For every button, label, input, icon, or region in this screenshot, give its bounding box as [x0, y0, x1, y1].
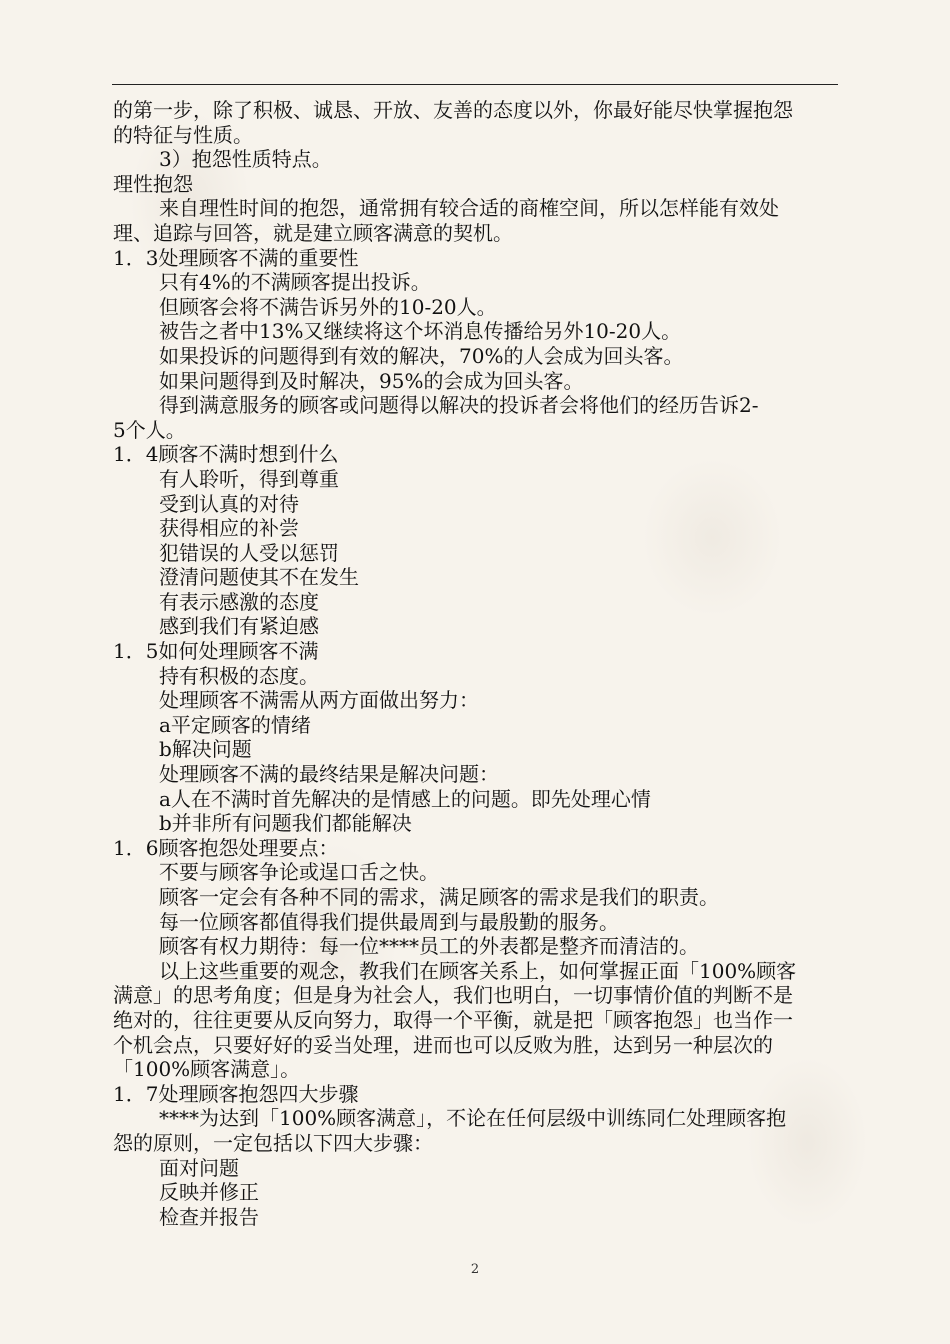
text-line: 但顾客会将不满告诉另外的10-20人。 [159, 294, 497, 319]
text-line: 处理顾客不满的最终结果是解决问题： [159, 762, 499, 787]
page-number: 2 [470, 1262, 480, 1277]
header-rule [112, 84, 838, 85]
text-line: 有表示感激的态度 [159, 589, 319, 614]
text-line: 澄清问题使其不在发生 [159, 565, 359, 590]
text-line: 顾客一定会有各种不同的需求，满足顾客的需求是我们的职责。 [159, 885, 719, 909]
text-line: 感到我们有紧迫感 [159, 614, 319, 639]
text-line: 检查并报告 [159, 1204, 259, 1229]
text-line: 个机会点，只要好好的妥当处理，进而也可以反败为胜，达到另一种层次的 [113, 1032, 773, 1057]
text-line: b并非所有问题我们都能解决 [159, 811, 412, 836]
text-line: ****为达到「100%顾客满意」，不论在任何层级中训练同仁处理顾客抱 [159, 1106, 787, 1131]
text-line: 不要与顾客争论或逞口舌之快。 [159, 860, 439, 885]
text-line: 理性抱怨 [113, 171, 193, 196]
text-line: 以上这些重要的观念，教我们在顾客关系上，如何掌握正面「100%顾客 [159, 958, 797, 983]
text-line: 受到认真的对待 [159, 491, 299, 516]
text-line: 每一位顾客都值得我们提供最周到与最殷勤的服务。 [159, 909, 619, 934]
text-line: 3）抱怨性质特点。 [159, 147, 332, 172]
text-line: 如果问题得到及时解决，95%的会成为回头客。 [159, 368, 584, 393]
text-line: 处理顾客不满需从两方面做出努力： [159, 688, 479, 713]
text-line: 「100%顾客满意」。 [113, 1057, 301, 1082]
text-line: 的特征与性质。 [113, 122, 253, 147]
text-line: 如果投诉的问题得到有效的解决，70%的人会成为回头客。 [159, 343, 684, 368]
text-line: 只有4%的不满顾客提出投诉。 [159, 270, 431, 295]
text-line: a人在不满时首先解决的是情感上的问题。即先处理心情 [159, 786, 651, 811]
text-line: 满意」的思考角度；但是身为社会人，我们也明白，一切事情价值的判断不是 [113, 983, 793, 1008]
text-line: 有人聆听，得到尊重 [159, 466, 339, 491]
text-line: 1．5如何处理顾客不满 [113, 639, 319, 664]
text-line: 持有积极的态度。 [159, 663, 319, 688]
text-line: 1．7处理顾客抱怨四大步骤 [113, 1081, 359, 1106]
text-line: 来自理性时间的抱怨，通常拥有较合适的商榷空间，所以怎样能有效处 [159, 196, 779, 221]
text-line: 被告之者中13%又继续将这个坏消息传播给另外10-20人。 [159, 319, 682, 344]
text-line: 获得相应的补尝 [159, 516, 299, 541]
document-body [113, 98, 838, 1229]
text-line: 的第一步，除了积极、诚恳、开放、友善的态度以外，你最好能尽快掌握抱怨 [113, 98, 793, 122]
text-line: 1．3处理顾客不满的重要性 [113, 245, 359, 270]
text-line: 1．6顾客抱怨处理要点： [113, 835, 339, 860]
text-line: a平定顾客的情绪 [159, 712, 311, 737]
text-line: b解决问题 [159, 737, 252, 762]
text-line: 怨的原则，一定包括以下四大步骤： [113, 1130, 433, 1155]
text-line: 顾客有权力期待：每一位****员工的外表都是整齐而清洁的。 [159, 934, 699, 959]
text-line: 理、追踪与回答，就是建立顾客满意的契机。 [113, 220, 513, 245]
text-line: 5个人。 [113, 417, 186, 442]
text-line: 绝对的，往往更要从反向努力，取得一个平衡，就是把「顾客抱怨」也当作一 [113, 1007, 793, 1032]
text-line: 面对问题 [159, 1155, 239, 1180]
text-line: 得到满意服务的顾客或问题得以解决的投诉者会将他们的经历告诉2- [159, 393, 759, 418]
text-line: 1．4顾客不满时想到什么 [113, 442, 339, 467]
text-line: 犯错误的人受以惩罚 [159, 540, 339, 565]
text-line: 反映并修正 [159, 1180, 259, 1205]
